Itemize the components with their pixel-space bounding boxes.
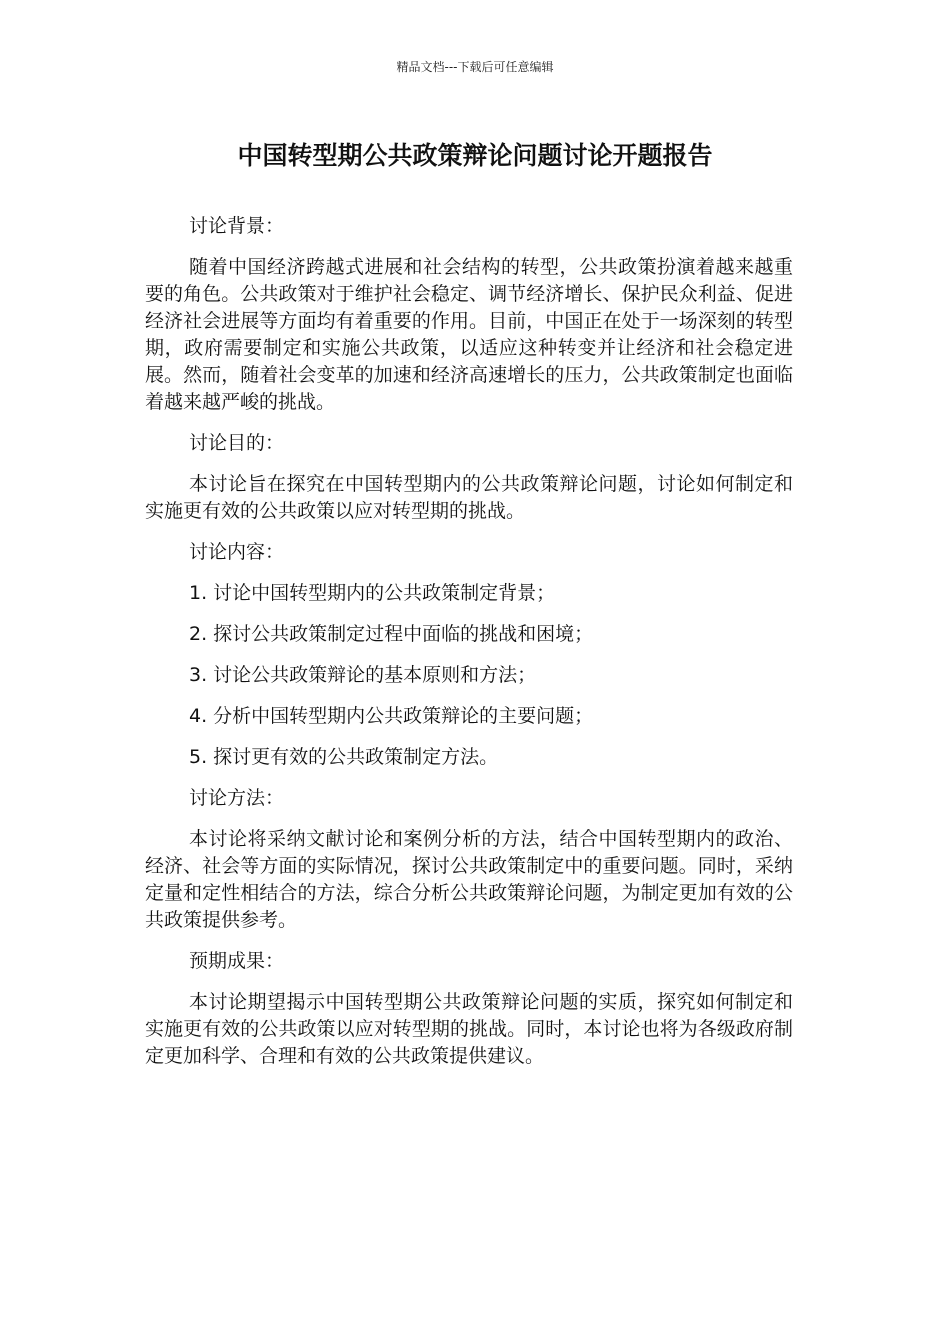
- section-text-background: 随着中国经济跨越式进展和社会结构的转型，公共政策扮演着越来越重要的角色。公共政策对于维护社会稳定、调节经济增长、保护民众利益、促进经济社会进展等方面均有着重要的作用。目前，中国正在处于一场深刻的转型期，政府需要制定和实施公共政策，以适应这种转变并让经济和社会稳定进展。然而，随着社会变革的加速和经济高速增长的压力，公共政策制定也面临着越来越严峻的挑战。: [145, 256, 793, 413]
- section-heading-outcome: 预期成果：: [189, 950, 285, 972]
- content-list-item-1: 1. 讨论中国转型期内的公共政策制定背景；: [189, 582, 556, 604]
- content-list-item-2: 2. 探讨公共政策制定过程中面临的挑战和困境；: [189, 623, 594, 645]
- section-heading-purpose: 讨论目的：: [189, 432, 285, 454]
- section-heading-contents: 讨论内容：: [189, 541, 285, 563]
- section-text-outcome: 本讨论期望揭示中国转型期公共政策辩论问题的实质，探究如何制定和实施更有效的公共政策以应对转型期的挑战。同时，本讨论也将为各级政府制定更加科学、合理和有效的公共政策提供建议。: [145, 991, 793, 1067]
- document-body: [145, 213, 793, 1084]
- document-title: 中国转型期公共政策辩论问题讨论开题报告: [237, 141, 713, 170]
- section-heading-method: 讨论方法：: [189, 787, 285, 809]
- content-list-item-5: 5. 探讨更有效的公共政策制定方法。: [189, 746, 499, 768]
- content-list-item-4: 4. 分析中国转型期内公共政策辩论的主要问题；: [189, 705, 594, 727]
- section-text-purpose: 本讨论旨在探究在中国转型期内的公共政策辩论问题，讨论如何制定和实施更有效的公共政策以应对转型期的挑战。: [145, 473, 793, 522]
- page-header-note: 精品文档---下载后可任意编辑: [396, 60, 554, 74]
- content-list-item-3: 3. 讨论公共政策辩论的基本原则和方法；: [189, 664, 537, 686]
- section-text-method: 本讨论将采纳文献讨论和案例分析的方法，结合中国转型期内的政治、经济、社会等方面的实际情况，探讨公共政策制定中的重要问题。同时，采纳定量和定性相结合的方法，综合分析公共政策辩论问题，为制定更加有效的公共政策提供参考。: [145, 828, 793, 931]
- section-heading-background: 讨论背景：: [189, 215, 285, 237]
